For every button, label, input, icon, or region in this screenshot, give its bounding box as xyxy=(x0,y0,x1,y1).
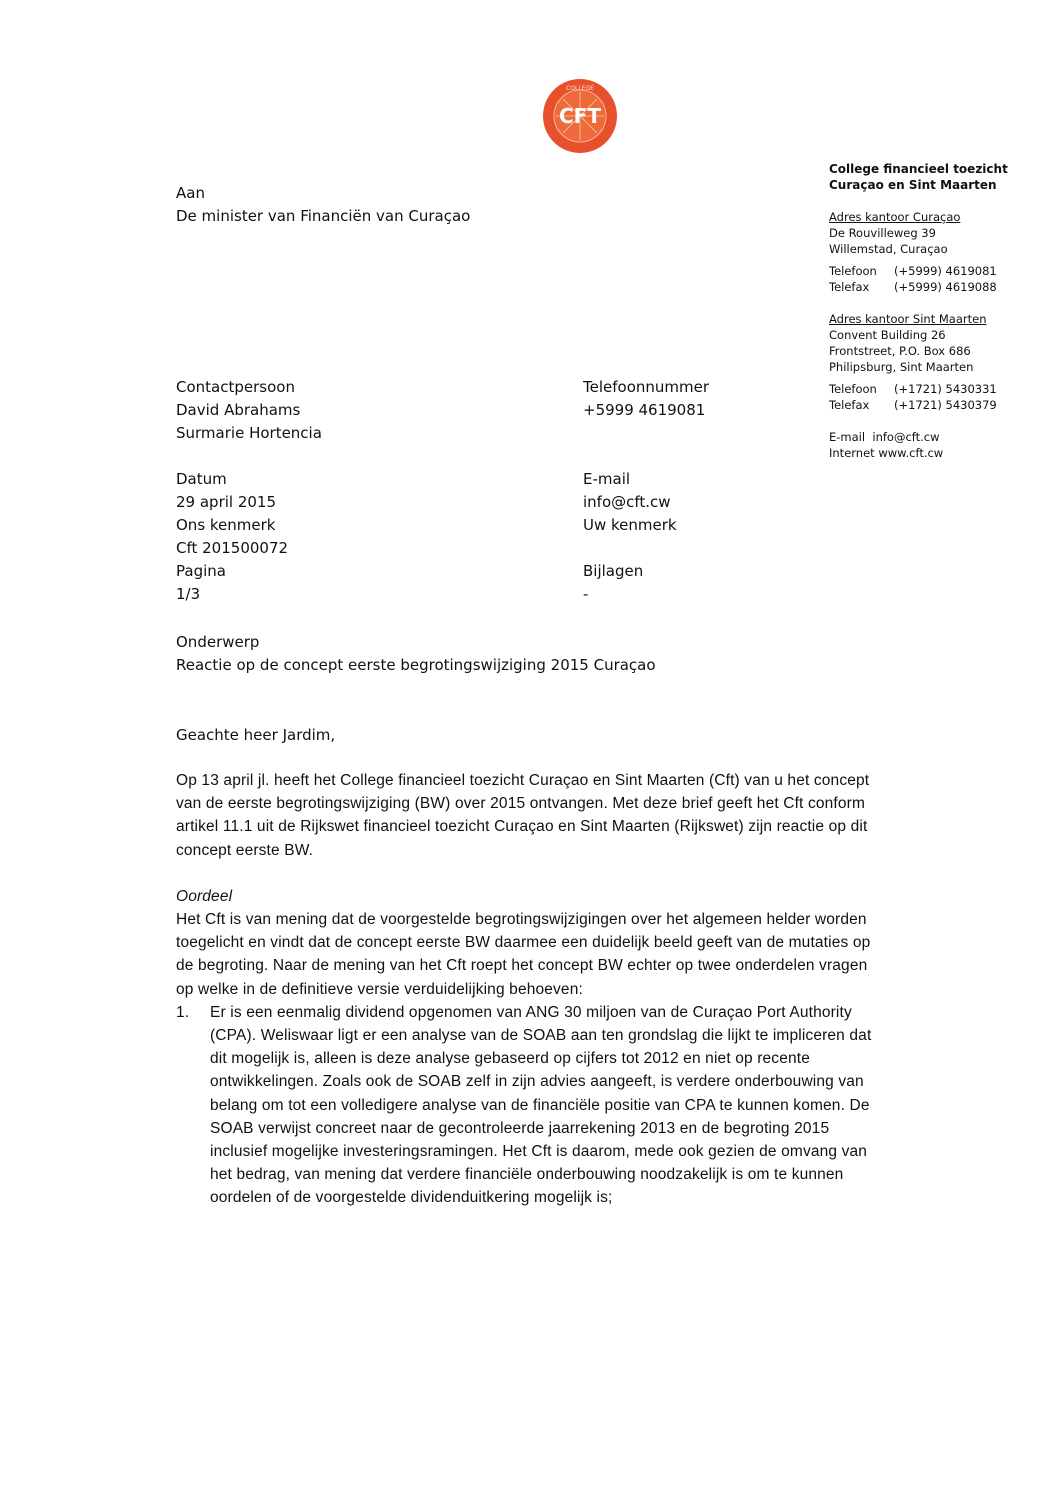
contact-person-2: Surmarie Hortencia xyxy=(176,424,322,442)
email-link[interactable]: info@cft.cw xyxy=(872,430,940,444)
our-ref-value: Cft 201500072 xyxy=(176,539,289,557)
curacao-address-line2: Willemstad, Curaçao xyxy=(829,242,948,256)
letter-body xyxy=(176,769,886,1210)
org-sidebar xyxy=(829,161,1008,461)
cft-logo xyxy=(542,78,618,154)
phone-label: Telefoonnummer xyxy=(583,378,710,396)
sxm-fax: (+1721) 5430379 xyxy=(894,398,997,412)
sxm-office-heading: Adres kantoor Sint Maarten xyxy=(829,312,987,326)
list-item-number: 1. xyxy=(176,1003,190,1021)
email-meta-label: E-mail xyxy=(583,470,631,488)
org-name-line1: College financieel toezicht xyxy=(829,162,1008,176)
sxm-fax-label: Telefax xyxy=(829,398,870,412)
salutation: Geachte heer Jardim, xyxy=(176,726,336,744)
contact-label: Contactpersoon xyxy=(176,378,295,396)
curacao-fax: (+5999) 4619088 xyxy=(894,280,997,294)
paragraph-oordeel: Het Cft is van mening dat de voorgestelde begrotingswijzigingen over het algemeen helder worden toegelicht en vindt dat de concept eerste BW daarmee een duidelijk beeld geeft van de mutaties op de begroting. Naar de mening van het Cft roept het concept BW echter op twee onderdelen vragen op welke in de definitieve versie verduidelijking behoeven: xyxy=(176,911,871,998)
page-label: Pagina xyxy=(176,562,226,580)
internet-label: Internet xyxy=(829,446,875,460)
email-label: E-mail xyxy=(829,430,866,444)
email-meta-value: info@cft.cw xyxy=(583,493,671,511)
sxm-tel: (+1721) 5430331 xyxy=(894,382,997,396)
cft-seal-icon xyxy=(542,78,618,154)
addressee-block xyxy=(176,182,470,228)
list-item xyxy=(176,1001,886,1210)
curacao-tel-label: Telefoon xyxy=(829,264,877,278)
meta-right xyxy=(583,376,709,606)
addressee-value: De minister van Financiën van Curaçao xyxy=(176,207,471,225)
svg-text:COLLEGE: COLLEGE xyxy=(566,85,594,92)
page-value: 1/3 xyxy=(176,585,201,603)
subject-block xyxy=(176,631,656,677)
curacao-tel: (+5999) 4619081 xyxy=(894,264,997,278)
website-link[interactable]: www.cft.cw xyxy=(878,446,944,460)
contact-person-1: David Abrahams xyxy=(176,401,301,419)
date-value: 29 april 2015 xyxy=(176,493,277,511)
oordeel-heading: Oordeel xyxy=(176,887,233,905)
attachments-label: Bijlagen xyxy=(583,562,644,580)
addressee-label: Aan xyxy=(176,184,205,202)
subject-value: Reactie op de concept eerste begrotingswijziging 2015 Curaçao xyxy=(176,656,656,674)
paragraph-intro: Op 13 april jl. heeft het College financieel toezicht Curaçao en Sint Maarten (Cft) van u het concept van de eerste begrotingswijziging (BW) over 2015 ontvangen. Met deze brief geeft het Cft conform artikel 11.1 uit de Rijkswet financieel toezicht Curaçao en Sint Maarten (Rijkswet) zijn reactie op dit concept eerste BW. xyxy=(176,772,870,859)
sxm-address-line2: Frontstreet, P.O. Box 686 xyxy=(829,344,971,358)
curacao-address-line1: De Rouvilleweg 39 xyxy=(829,226,936,240)
meta-left xyxy=(176,376,322,606)
svg-text:CFT: CFT xyxy=(559,104,601,128)
our-ref-label: Ons kenmerk xyxy=(176,516,276,534)
sxm-tel-label: Telefoon xyxy=(829,382,877,396)
your-ref-label: Uw kenmerk xyxy=(583,516,677,534)
date-label: Datum xyxy=(176,470,227,488)
attachments-value: - xyxy=(583,585,589,603)
phone-value: +5999 4619081 xyxy=(583,401,706,419)
list-item-text: Er is een eenmalig dividend opgenomen van ANG 30 miljoen van de Curaçao Port Authority (CPA). Weliswaar ligt er een analyse van de SOAB aan ten grondslag die lijkt te impliceren dat dit mogelijk is, alleen is deze analyse gebaseerd op cijfers tot 2012 en niet op recente ontwikkelingen. Zoals ook de SOAB zelf in zijn advies aangeeft, is verdere onderbouwing van belang om tot een volledigere analyse van de financiële positie van CPA te kunnen komen. De SOAB verwijst concreet naar de gecontroleerde jaarrekening 2013 en de begroting 2015 inclusief mogelijke investeringsramingen. Het Cft is daarom, mede ook gezien de omvang van het bedrag, van mening dat verdere financiële onderbouwing noodzakelijk is om te kunnen oordelen of de voorgestelde dividenduitkering mogelijk is; xyxy=(210,1003,872,1207)
sxm-address-line3: Philipsburg, Sint Maarten xyxy=(829,360,974,374)
subject-label: Onderwerp xyxy=(176,633,260,651)
org-name-line2: Curaçao en Sint Maarten xyxy=(829,178,997,192)
curacao-office-heading: Adres kantoor Curaçao xyxy=(829,210,961,224)
curacao-fax-label: Telefax xyxy=(829,280,870,294)
sxm-address-line1: Convent Building 26 xyxy=(829,328,946,342)
